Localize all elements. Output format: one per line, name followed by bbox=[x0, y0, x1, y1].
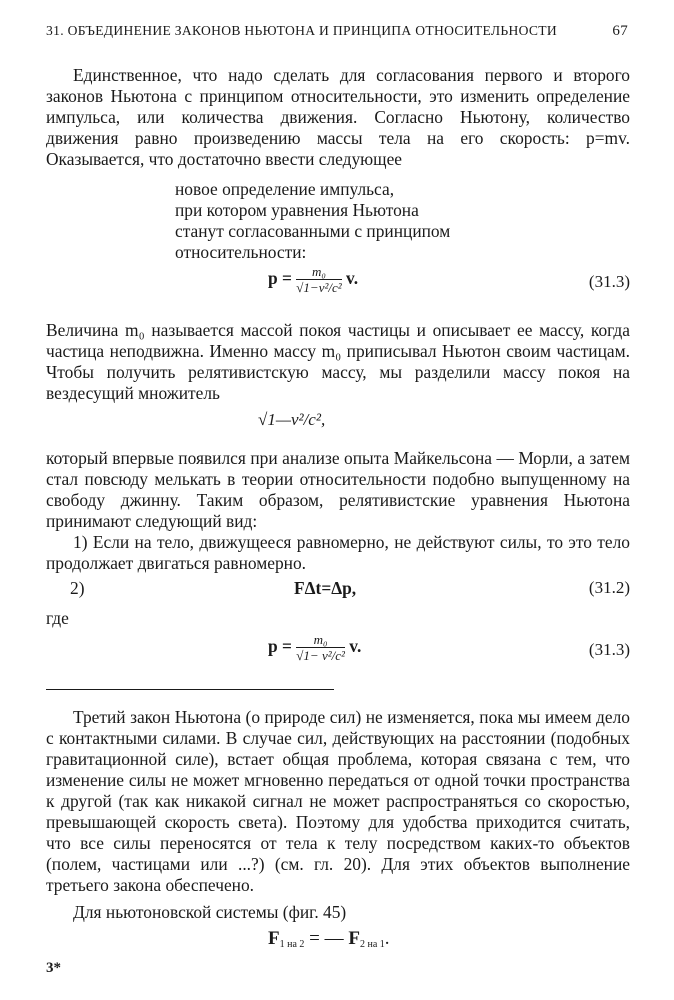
paragraph-4 bbox=[46, 707, 630, 923]
force-symbol: F bbox=[348, 928, 360, 949]
equation-31-3-a bbox=[46, 264, 630, 300]
eq-denominator: √1− v²/c² bbox=[296, 648, 345, 663]
quote-line: станут согласованными с принципом bbox=[175, 221, 451, 241]
equation-31-2 bbox=[46, 574, 630, 610]
paragraph-4-text: Третий закон Ньютона (о природе сил) не изменяется, пока мы имеем дело с контактными силами. В случае сил, действующих на расстоянии (подобных гравитационной силе), встает общая проблема, которая связана с тем, что изменение силы не может мгновенно передаться от одной точки пространства к другой (так как никакой сигнал не может распространяться со скоростью, превышающей скорость света). Поэтому для удобства приходится считать, что все силы переносятся от тела к телу посредством каких-то объектов (полем, частицами или ...?) (см. гл. 20). Для этих объектов выполнение третьего закона обеспечено. bbox=[46, 707, 630, 895]
quote-block bbox=[175, 179, 575, 263]
equation-third-law bbox=[268, 928, 390, 950]
quote-line: при котором уравнения Ньютона bbox=[175, 200, 419, 220]
paragraph-5-text: Для ньютоновской системы (фиг. 45) bbox=[73, 902, 347, 922]
paragraph-2-text: Величина m₀ называется массой покоя частицы и описывает ее массу, когда частица неподвижна. Именно массу m₀ приписывал Ньютон своим частицам. Чтобы получить релятивистскую массу, мы разделили массу покоя на вездесущий множитель bbox=[46, 320, 630, 403]
chapter-title: 31. ОБЪЕДИНЕНИЕ ЗАКОНОВ НЬЮТОНА И ПРИНЦИПА ОТНОСИТЕЛЬНОСТИ bbox=[46, 23, 557, 38]
eq-rhs: v. bbox=[349, 636, 362, 656]
eq-lhs: p = bbox=[268, 268, 292, 288]
eq-fraction bbox=[296, 264, 341, 296]
equation-number: (31.2) bbox=[588, 578, 630, 597]
page-number: 67 bbox=[612, 23, 628, 39]
eq-label: 2) bbox=[70, 578, 85, 598]
footnote-separator bbox=[46, 689, 334, 690]
paragraph-2 bbox=[46, 320, 630, 404]
quote-line: новое определение импульса, bbox=[175, 179, 395, 199]
signature-mark: 3* bbox=[46, 960, 61, 976]
paragraph-3 bbox=[46, 448, 630, 574]
equation-number: (31.3) bbox=[588, 272, 630, 291]
force-subscript: 2 на 1 bbox=[359, 939, 385, 950]
eq-numerator: m₀ bbox=[296, 632, 345, 648]
quote-line: относительности: bbox=[175, 242, 307, 262]
where-word: где bbox=[46, 608, 69, 628]
eq-fraction bbox=[296, 632, 345, 664]
running-header bbox=[46, 23, 628, 39]
force-subscript: 1 на 2 bbox=[279, 939, 305, 950]
eq-end: . bbox=[384, 928, 390, 949]
paragraph-3-text: который впервые появился при анализе опыта Майкельсона — Морли, а затем стал повсюду мелькать в теории относительности подобно выпущенному на свободу джинну. Таким образом, релятивистские уравнения Ньютона принимают следующий вид: bbox=[46, 448, 630, 531]
eq-lhs: p = bbox=[268, 636, 292, 656]
eq-formula: FΔt=Δp, bbox=[294, 578, 357, 598]
equation-31-3-b bbox=[46, 632, 630, 668]
eq-numerator: m₀ bbox=[296, 264, 341, 280]
equation-number: (31.3) bbox=[588, 640, 630, 659]
factor-formula: √1—v²/c², bbox=[258, 410, 326, 429]
eq-rhs: v. bbox=[346, 268, 359, 288]
eq-middle: = — bbox=[304, 928, 349, 949]
paragraph-1-text: Единственное, что надо сделать для согласования первого и второго законов Ньютона с принципом относительности, это изменить определение импульса, или количества движения. Согласно Ньютону, количество движения равно произведению массы тела на его скорость: p=mv. Оказывается, что достаточно ввести следующее bbox=[46, 65, 630, 169]
eq-denominator: √1−v²/c² bbox=[296, 280, 342, 295]
paragraph-1 bbox=[46, 65, 630, 170]
force-symbol: F bbox=[268, 928, 280, 949]
item-1: 1) Если на тело, движущееся равномерно, не действуют силы, то это тело продолжает двигаться равномерно. bbox=[46, 532, 630, 573]
